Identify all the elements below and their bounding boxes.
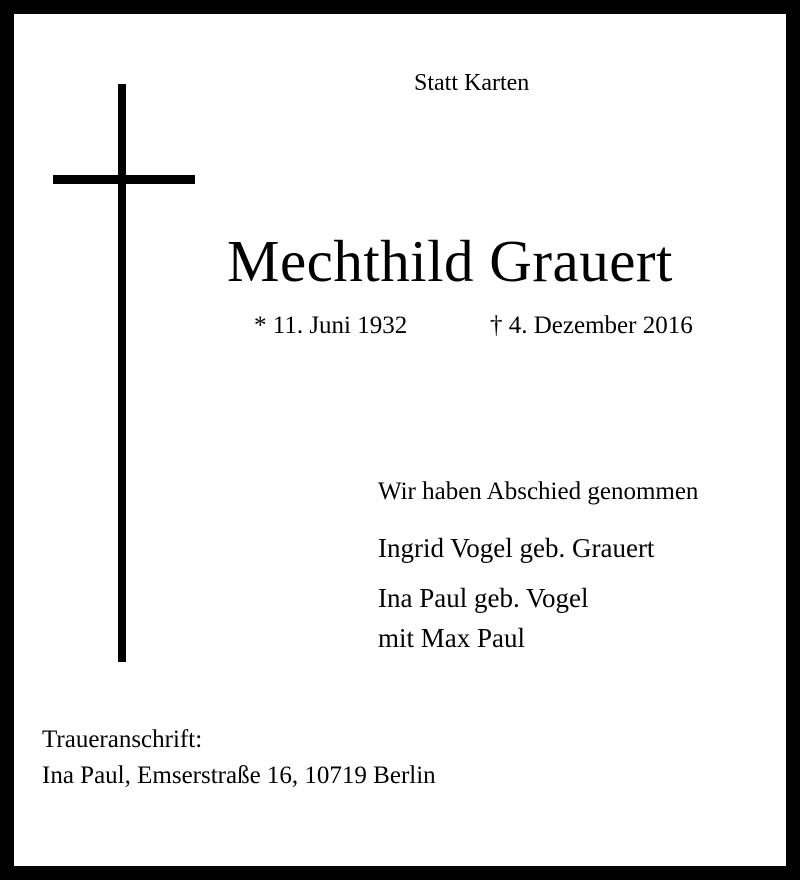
farewell-text: Wir haben Abschied genommen xyxy=(378,478,699,505)
cross-vertical-bar xyxy=(118,84,126,662)
mourner-name: Ingrid Vogel geb. Grauert xyxy=(378,533,655,563)
header-note: Statt Karten xyxy=(414,70,530,96)
deceased-name: Mechthild Grauert xyxy=(227,228,673,294)
address-value: Ina Paul, Emserstraße 16, 10719 Berlin xyxy=(42,762,436,789)
birth-date: * 11. Juni 1932 xyxy=(254,312,408,339)
mourner-name: Ina Paul geb. Vogel xyxy=(378,583,589,613)
address-label: Traueranschrift: xyxy=(42,726,203,753)
cross-horizontal-bar xyxy=(53,175,195,184)
death-date: † 4. Dezember 2016 xyxy=(490,312,693,339)
mourner-name: mit Max Paul xyxy=(378,623,525,653)
